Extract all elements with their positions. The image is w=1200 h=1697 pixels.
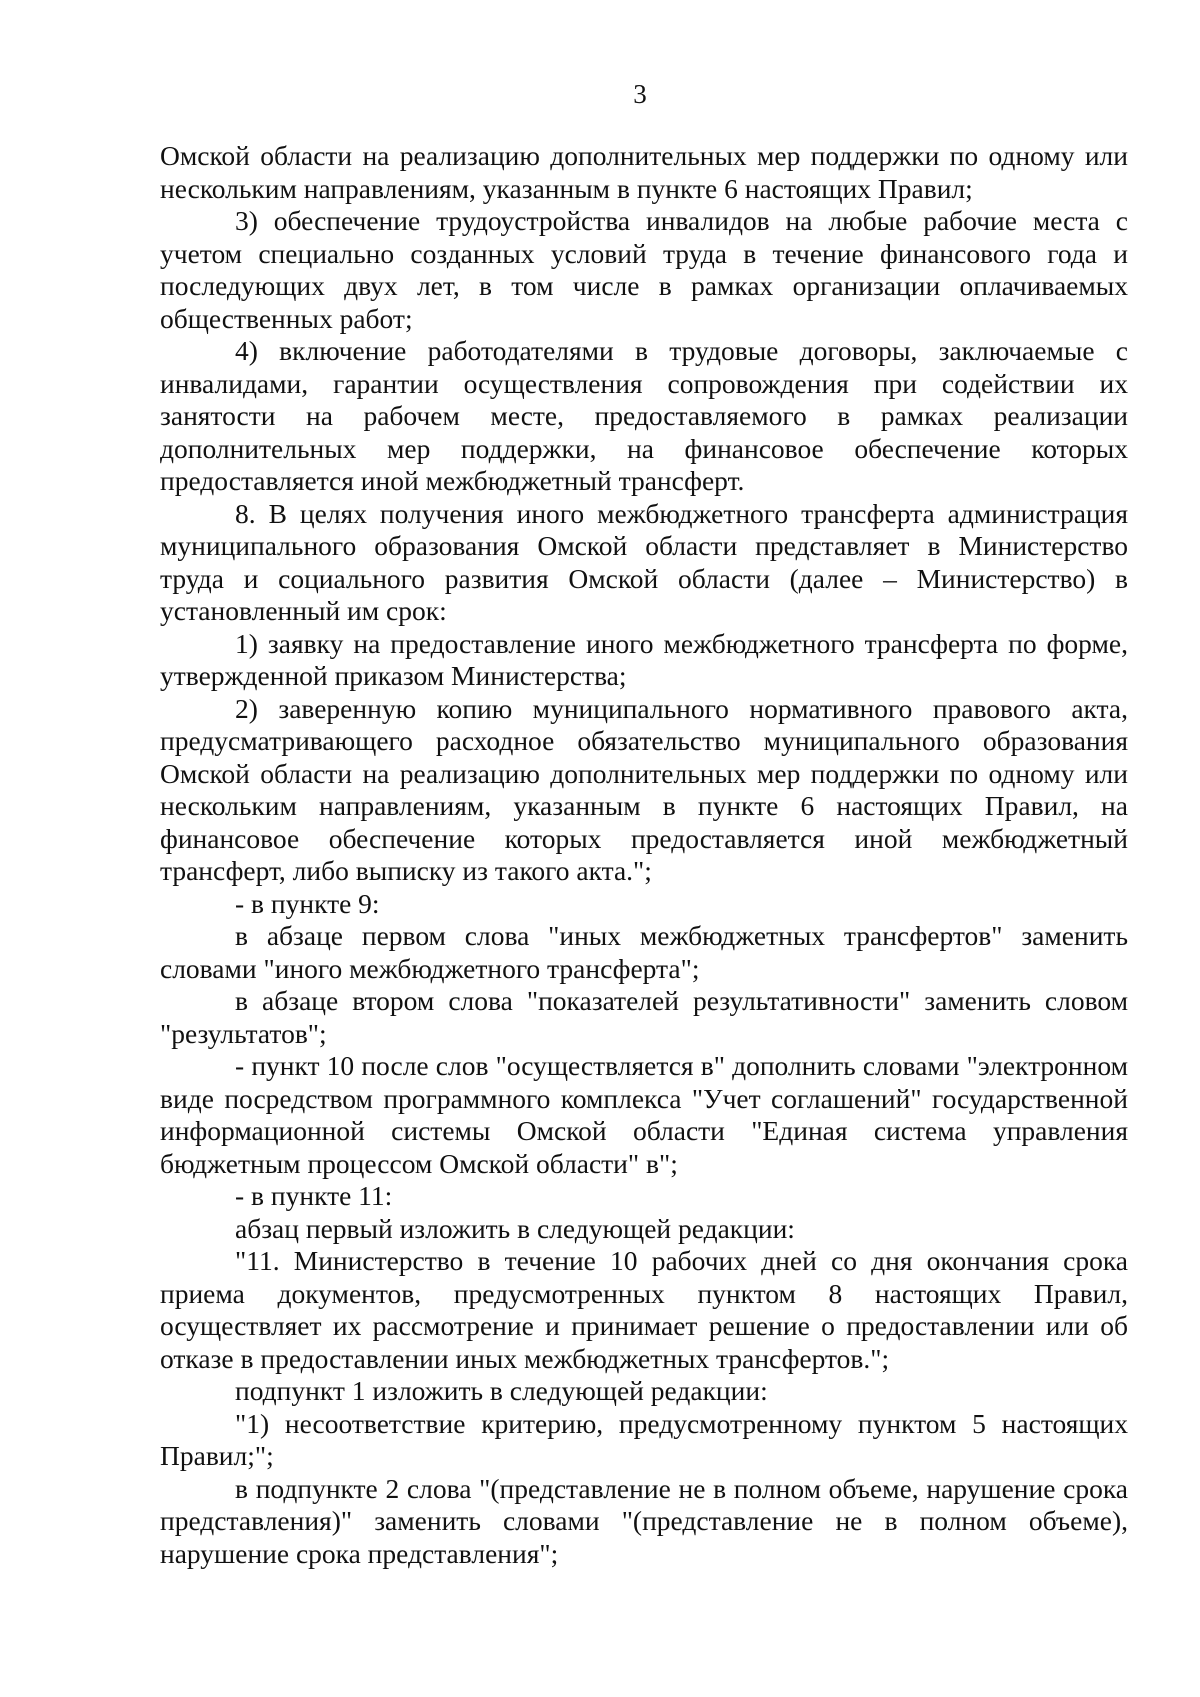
paragraph-clause-11-first: абзац первый изложить в следующей редакции: bbox=[235, 1212, 795, 1244]
paragraph-clause-8: 8. В целях получения иного межбюджетного трансферта администрация муниципального образования Омской области представляет в Министерство труда и социального развития Омской области (далее – Министерство) в установленный им срок: bbox=[160, 497, 1128, 626]
page-number: 3 bbox=[633, 79, 647, 109]
paragraph-clause-9-header: - в пункте 9: bbox=[235, 887, 380, 919]
paragraph-item-4: 4) включение работодателями в трудовые договоры, заключаемые с инвалидами, гарантии осуществления сопровождения при содействии их занятости на рабочем месте, предоставляемого в рамках реализации дополнительных мер поддержки, на финансовое обеспечение которых предоставляется иной межбюджетный трансферт. bbox=[160, 335, 1128, 496]
paragraph-subclause-1-header: подпункт 1 изложить в следующей редакции: bbox=[235, 1375, 768, 1406]
paragraph-subclause-1-text: "1) несоответствие критерию, предусмотренному пунктом 5 настоящих Правил;"; bbox=[160, 1407, 1128, 1471]
paragraph-clause-9-first: в абзаце первом слова "иных межбюджетных трансфертов" заменить словами "иного межбюджетного трансферта"; bbox=[160, 920, 1128, 984]
paragraph-subclause-2: в подпункте 2 слова "(представление не в полном объеме, нарушение срока представления)" заменить словами "(представление не в полном объеме), нарушение срока представления"; bbox=[160, 1472, 1128, 1569]
paragraph-clause-11-text: "11. Министерство в течение 10 рабочих дней со дня окончания срока приема документов, предусмотренных пунктом 8 настоящих Правил, осуществляет их рассмотрение и принимает решение о предоставлении или об отказе в предоставлении иных межбюджетных трансфертов."; bbox=[160, 1245, 1128, 1374]
paragraph-continuation: Омской области на реализацию дополнительных мер поддержки по одному или нескольким направлениям, указанным в пункте 6 настоящих Правил; bbox=[160, 140, 1128, 204]
document-body bbox=[160, 140, 1128, 1570]
paragraph-item-3: 3) обеспечение трудоустройства инвалидов на любые рабочие места с учетом специально созданных условий труда в течение финансового года и последующих двух лет, в том числе в рамках организации оплачиваемых общественных работ; bbox=[160, 205, 1128, 334]
paragraph-clause-9-second: в абзаце втором слова "показателей результативности" заменить словом "результатов"; bbox=[160, 985, 1128, 1049]
paragraph-clause-8-item-2: 2) заверенную копию муниципального нормативного правового акта, предусматривающего расходное обязательство муниципального образования Омской области на реализацию дополнительных мер поддержки по одному или нескольким направлениям, указанным в пункте 6 настоящих Правил, на финансовое обеспечение которых предоставляется иной межбюджетный трансферт, либо выписку из такого акта."; bbox=[160, 692, 1128, 886]
paragraph-clause-10: - пункт 10 после слов "осуществляется в" дополнить словами "электронном виде посредством программного комплекса "Учет соглашений" государственной информационной системы Омской области "Единая система управления бюджетным процессом Омской области" в"; bbox=[160, 1050, 1128, 1179]
paragraph-clause-11-header: - в пункте 11: bbox=[235, 1180, 393, 1211]
paragraph-clause-8-item-1: 1) заявку на предоставление иного межбюджетного трансферта по форме, утвержденной приказом Министерства; bbox=[160, 627, 1128, 691]
